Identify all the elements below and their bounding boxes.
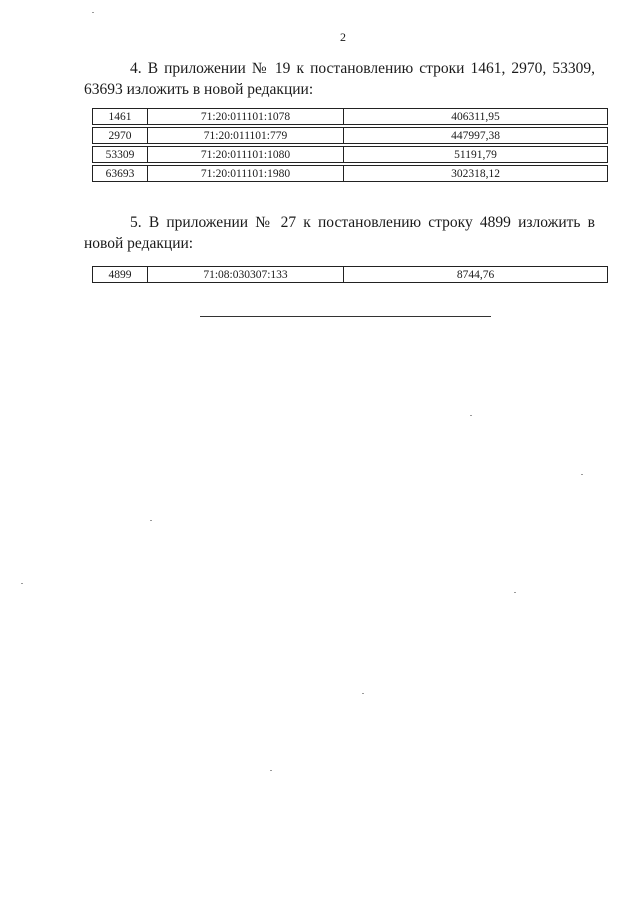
scan-speck [514,592,516,593]
cadastral-number-cell: 71:08:030307:133 [148,266,344,283]
value-cell: 51191,79 [344,146,608,163]
scan-speck [150,520,152,521]
section-4-text: В приложении № 19 к постановлению строки 1461, 2970, 53309, 63693 изложить в новой редакции: [84,60,596,98]
table-row [92,108,608,125]
section-4-number: 4. [130,60,142,77]
row-number-cell: 63693 [92,165,148,182]
value-cell: 447997,38 [344,127,608,144]
row-number-cell: 4899 [92,266,148,283]
scan-speck [21,583,23,584]
section-5-table [92,264,608,285]
value-cell: 302318,12 [344,165,608,182]
table-row [92,165,608,182]
value-cell: 8744,76 [344,266,608,283]
table-row [92,266,608,283]
section-5-paragraph [84,212,595,254]
row-number-cell: 53309 [92,146,148,163]
scan-speck [270,770,272,771]
section-4-paragraph [84,58,595,100]
table-row [92,127,608,144]
cadastral-number-cell: 71:20:011101:1980 [148,165,344,182]
end-separator-line [200,316,491,317]
row-number-cell: 2970 [92,127,148,144]
page-number: 2 [340,30,346,44]
scan-speck [581,474,583,475]
scan-speck [362,693,364,694]
cadastral-number-cell: 71:20:011101:779 [148,127,344,144]
cadastral-number-cell: 71:20:011101:1078 [148,108,344,125]
value-cell: 406311,95 [344,108,608,125]
row-number-cell: 1461 [92,108,148,125]
section-4-table [92,106,608,184]
scan-speck [92,12,94,13]
table-row [92,146,608,163]
section-5-number: 5. [130,214,142,231]
cadastral-number-cell: 71:20:011101:1080 [148,146,344,163]
scan-speck [470,415,472,416]
section-5-text: В приложении № 27 к постановлению строку 4899 изложить в новой редакции: [84,214,595,252]
